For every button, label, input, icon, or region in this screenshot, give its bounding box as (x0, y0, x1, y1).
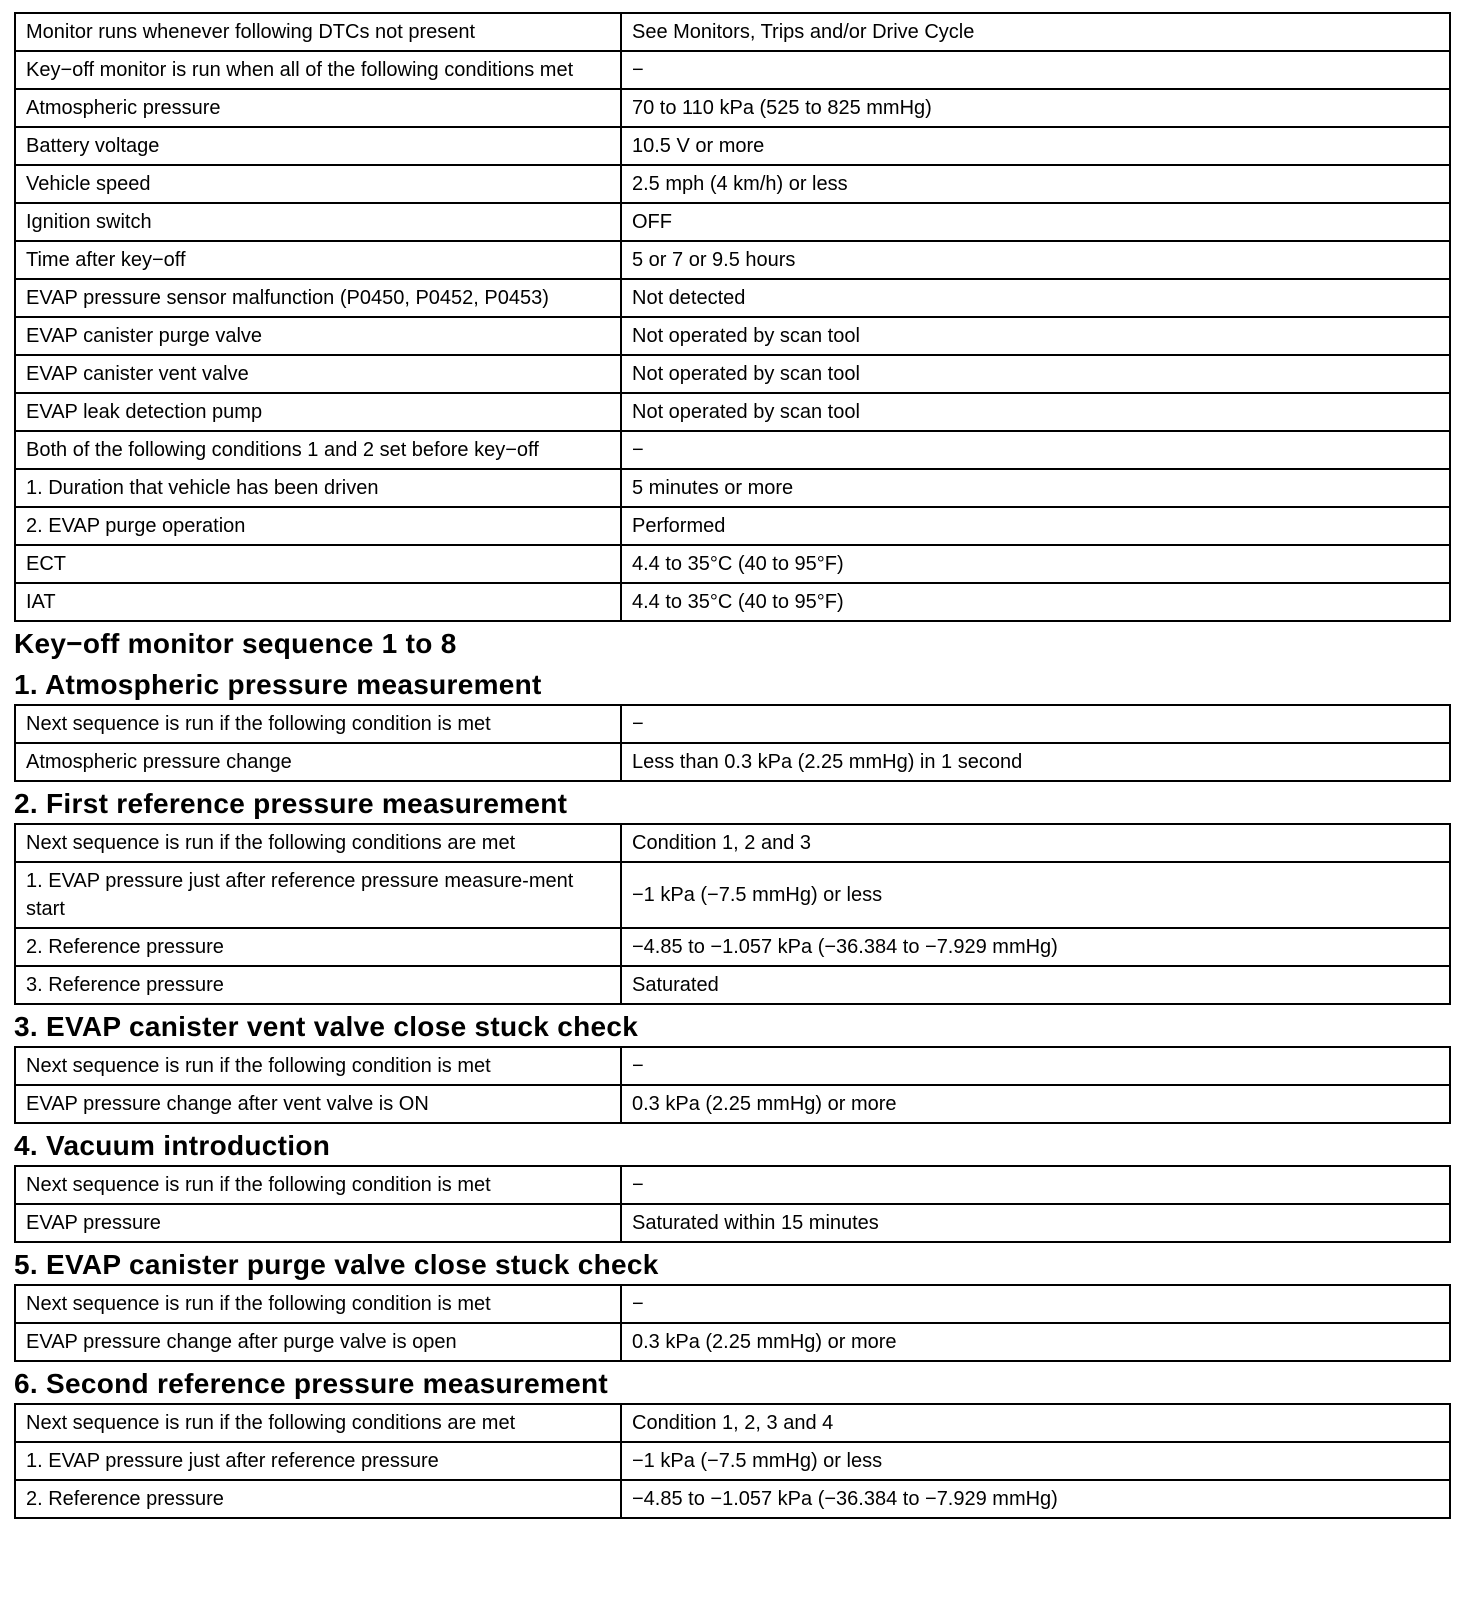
condition-cell: 2. Reference pressure (15, 1480, 621, 1518)
section-title: 6. Second reference pressure measurement (14, 1368, 609, 1399)
condition-cell: 1. EVAP pressure just after reference pressure (15, 1442, 621, 1480)
table-row (15, 393, 1450, 431)
section-table (14, 1403, 1451, 1519)
condition-cell: Vehicle speed (15, 165, 621, 203)
conditions-table (14, 12, 1451, 622)
table-row (15, 241, 1450, 279)
section-table (14, 704, 1451, 782)
value-cell: Not operated by scan tool (621, 355, 1450, 393)
table-row (15, 862, 1450, 928)
value-cell: 0.3 kPa (2.25 mmHg) or more (621, 1085, 1450, 1123)
value-cell: Less than 0.3 kPa (2.25 mmHg) in 1 second (621, 743, 1450, 781)
section-title: 3. EVAP canister vent valve close stuck check (14, 1011, 639, 1042)
table-row (15, 127, 1450, 165)
value-cell: 5 or 7 or 9.5 hours (621, 241, 1450, 279)
condition-cell: EVAP pressure (15, 1204, 621, 1242)
table-row (15, 13, 1450, 51)
value-cell: −4.85 to −1.057 kPa (−36.384 to −7.929 mmHg) (621, 1480, 1450, 1518)
value-cell: 5 minutes or more (621, 469, 1450, 507)
table-row (15, 469, 1450, 507)
table-row (15, 1047, 1450, 1085)
table-row (15, 1204, 1450, 1242)
table-row (15, 89, 1450, 127)
condition-cell: EVAP pressure sensor malfunction (P0450, P0452, P0453) (15, 279, 621, 317)
sequence-title: Key−off monitor sequence 1 to 8 (14, 628, 457, 659)
condition-cell: 3. Reference pressure (15, 966, 621, 1004)
condition-cell: IAT (15, 583, 621, 621)
condition-cell: 1. EVAP pressure just after reference pressure measure-ment start (15, 862, 621, 928)
table-row (15, 1404, 1450, 1442)
section-table (14, 823, 1451, 1005)
table-row (15, 279, 1450, 317)
condition-cell: Next sequence is run if the following condition is met (15, 1166, 621, 1204)
table-row (15, 1323, 1450, 1361)
table-row (15, 1285, 1450, 1323)
value-cell: Not operated by scan tool (621, 393, 1450, 431)
table-row (15, 928, 1450, 966)
section-table (14, 1165, 1451, 1243)
condition-cell: Atmospheric pressure change (15, 743, 621, 781)
document (14, 12, 1451, 1519)
condition-cell: 2. Reference pressure (15, 928, 621, 966)
value-cell: See Monitors, Trips and/or Drive Cycle (621, 13, 1450, 51)
table-row (15, 966, 1450, 1004)
value-cell: OFF (621, 203, 1450, 241)
table-row (15, 1085, 1450, 1123)
condition-cell: 2. EVAP purge operation (15, 507, 621, 545)
condition-cell: Time after key−off (15, 241, 621, 279)
table-row (15, 583, 1450, 621)
condition-cell: EVAP canister purge valve (15, 317, 621, 355)
table-row (15, 1166, 1450, 1204)
value-cell: − (621, 1166, 1450, 1204)
table-row (15, 824, 1450, 862)
value-cell: 0.3 kPa (2.25 mmHg) or more (621, 1323, 1450, 1361)
value-cell: −1 kPa (−7.5 mmHg) or less (621, 1442, 1450, 1480)
value-cell: Not operated by scan tool (621, 317, 1450, 355)
table-row (15, 355, 1450, 393)
condition-cell: Next sequence is run if the following condition is met (15, 1285, 621, 1323)
section-title: 1. Atmospheric pressure measurement (14, 669, 542, 700)
condition-cell: Battery voltage (15, 127, 621, 165)
condition-cell: EVAP pressure change after vent valve is ON (15, 1085, 621, 1123)
value-cell: Not detected (621, 279, 1450, 317)
condition-cell: Monitor runs whenever following DTCs not present (15, 13, 621, 51)
condition-cell: ECT (15, 545, 621, 583)
value-cell: − (621, 705, 1450, 743)
value-cell: −4.85 to −1.057 kPa (−36.384 to −7.929 mmHg) (621, 928, 1450, 966)
condition-cell: Key−off monitor is run when all of the following conditions met (15, 51, 621, 89)
section-title: 4. Vacuum introduction (14, 1130, 331, 1161)
condition-cell: Next sequence is run if the following conditions are met (15, 824, 621, 862)
condition-cell: EVAP canister vent valve (15, 355, 621, 393)
table-row (15, 705, 1450, 743)
table-row (15, 203, 1450, 241)
value-cell: − (621, 51, 1450, 89)
table-row (15, 165, 1450, 203)
table-row (15, 545, 1450, 583)
condition-cell: Next sequence is run if the following conditions are met (15, 1404, 621, 1442)
condition-cell: EVAP pressure change after purge valve is open (15, 1323, 621, 1361)
value-cell: Performed (621, 507, 1450, 545)
section-table (14, 1046, 1451, 1124)
table-row (15, 1442, 1450, 1480)
condition-cell: 1. Duration that vehicle has been driven (15, 469, 621, 507)
condition-cell: Next sequence is run if the following condition is met (15, 1047, 621, 1085)
section-table (14, 1284, 1451, 1362)
table-row (15, 507, 1450, 545)
value-cell: 70 to 110 kPa (525 to 825 mmHg) (621, 89, 1450, 127)
value-cell: Condition 1, 2, 3 and 4 (621, 1404, 1450, 1442)
section-title: 5. EVAP canister purge valve close stuck check (14, 1249, 659, 1280)
table-row (15, 431, 1450, 469)
value-cell: 4.4 to 35°C (40 to 95°F) (621, 545, 1450, 583)
condition-cell: Atmospheric pressure (15, 89, 621, 127)
condition-cell: EVAP leak detection pump (15, 393, 621, 431)
value-cell: − (621, 1285, 1450, 1323)
value-cell: 2.5 mph (4 km/h) or less (621, 165, 1450, 203)
condition-cell: Next sequence is run if the following condition is met (15, 705, 621, 743)
value-cell: Saturated (621, 966, 1450, 1004)
table-row (15, 317, 1450, 355)
section-title: 2. First reference pressure measurement (14, 788, 568, 819)
condition-cell: Ignition switch (15, 203, 621, 241)
value-cell: Condition 1, 2 and 3 (621, 824, 1450, 862)
value-cell: Saturated within 15 minutes (621, 1204, 1450, 1242)
value-cell: − (621, 431, 1450, 469)
value-cell: −1 kPa (−7.5 mmHg) or less (621, 862, 1450, 928)
table-row (15, 51, 1450, 89)
table-row (15, 743, 1450, 781)
value-cell: 4.4 to 35°C (40 to 95°F) (621, 583, 1450, 621)
value-cell: − (621, 1047, 1450, 1085)
table-row (15, 1480, 1450, 1518)
value-cell: 10.5 V or more (621, 127, 1450, 165)
condition-cell: Both of the following conditions 1 and 2 set before key−off (15, 431, 621, 469)
